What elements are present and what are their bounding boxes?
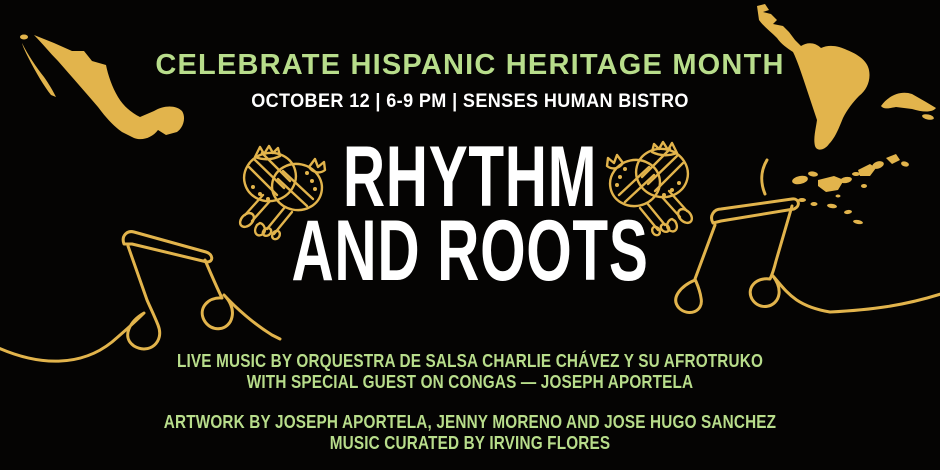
event-title-line1: RHYTHM xyxy=(342,129,598,225)
credits-line1: ARTWORK BY JOSEPH APORTELA, JENNY MORENO AND JOSE HUGO SANCHEZ xyxy=(163,412,777,432)
lineup-text xyxy=(71,351,870,393)
lineup-line1: LIVE MUSIC BY ORQUESTRA DE SALSA CHARLIE CHÁVEZ Y SU AFROTRUKO xyxy=(176,351,764,371)
event-title xyxy=(150,129,789,299)
event-date-venue: OCTOBER 12 | 6-9 PM | SENSES HUMAN BISTRO xyxy=(251,91,689,112)
credits-line2: MUSIC CURATED BY IRVING FLORES xyxy=(329,433,611,453)
credits-text xyxy=(71,412,870,454)
lineup-line2: WITH SPECIAL GUEST ON CONGAS — JOSEPH APORTELA xyxy=(246,372,694,392)
heading-celebrate: CELEBRATE HISPANIC HERITAGE MONTH xyxy=(155,49,785,81)
event-title-line2: AND ROOTS xyxy=(291,203,649,299)
